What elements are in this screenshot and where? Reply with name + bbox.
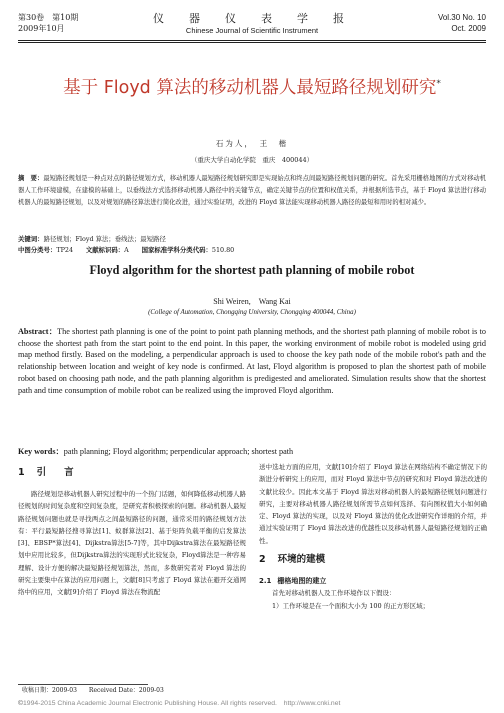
authors-en: Shi Weiren, Wang Kai	[213, 297, 291, 306]
copyright-text: 1994-2015 China Academic Journal Electronic Publishing House. All rights reserved. http://www.cnki.net	[23, 700, 341, 707]
body-column-left	[18, 461, 246, 599]
abstract-en-label: Abstract：	[18, 327, 58, 336]
section-title: 环境的建模	[277, 554, 326, 566]
clc-value: TP24	[56, 246, 74, 254]
section-heading-intro	[18, 466, 246, 480]
section-number: 1	[18, 467, 25, 478]
header-rule	[18, 40, 486, 41]
subject-code-value: 510.80	[211, 246, 235, 254]
classification-line	[18, 245, 486, 256]
keywords-cn-label: 关键词：	[18, 235, 44, 243]
doc-code-value: A	[124, 246, 129, 254]
paper-title-cn	[0, 74, 504, 99]
subsection-number: 2.1	[259, 577, 272, 586]
abstract-cn-text: 最短路径规划是一种点对点的路径规划方式，移动机器人最短路径规划研究即是实现始点和终点间最短路径规划问题的研究。首先采用栅格地图的方式对移动机器人工作环境建模，在建模的基础上，以垂线法方式选择移动机器人路径中的关键节点，确定关键节点的位置和权值关系，并根据所选节点，基于 Floyd 算法进行移动机器人的最短路径规划，以及对规划的路径算法进行简化改进，通过实验证明，改进的 Floyd 算法能实现移动机器人路径的最短和用时的相对减少。	[18, 175, 487, 206]
keywords-block-cn	[18, 234, 486, 256]
body-column-right	[259, 461, 487, 612]
keywords-en	[18, 446, 486, 457]
assumption-item-1: 1）工作环境是在一个面积大小为 100 的正方形区域；	[272, 601, 430, 610]
section-number: 2	[259, 554, 266, 566]
abstract-cn-label: 摘 要：	[18, 175, 44, 182]
intro-paragraph-continued: 送中选址方面的应用，文献[10]介绍了 Floyd 算法在网络结构不确定情况下的渐进分析研究上的应用，而对 Floyd 算法中节点的研究和对 Floyd 算法改进的文献比较少。因此本文基于 Floyd 算法对移动机器人的最短路径规划问题进行研究，主要对移动机器人路径规划所需节点如何选择、有向图权值大小如何确定、Floyd 算法的实现，以及对 Floyd 算法的优化改进研究作详细的介绍，并通过实验证明了 Floyd 算法改进的优越性以及移动机器人最短路径规划的正确性。	[259, 463, 487, 545]
date-en: Oct. 2009	[451, 24, 486, 33]
section-title: 引言	[36, 467, 92, 478]
abstract-en	[18, 326, 486, 396]
copyright-symbol: ©	[18, 700, 24, 707]
keywords-cn	[18, 234, 486, 245]
volume-en: Vol.30 No. 10	[437, 13, 486, 22]
keywords-en-text: path planning; Floyd algorithm; perpendicular approach; shortest path	[63, 447, 294, 456]
authors-cn: 石为人， 王 楷	[215, 139, 289, 148]
subsection-heading-grid-map	[259, 575, 487, 587]
abstract-en-text: The shortest path planning is one of the point to point path planning methods, and the shortest path planning of mobile robot is to choose the shortest path from the start point to the end point. In this paper, the working environment of mobile robot is modeled using grid map method firstly. Based on the modeling, a perpendicular approach is used to choose the key path node of the mobile robot's path and the relationship between location and weight of key node is confirmed. At last, Floyd algorithm is proposed to plan the shortest path of mobile robot based on choosing path node, and the path planning algorithm is predigested and ameliorated. Simulation results show that the shortest path and time consumption of mobile robot can be realized using the improved Floyd algorithm.	[18, 327, 487, 395]
affiliation-en: (College of Automation, Chongqing University, Chongqing 400044, China)	[148, 309, 356, 316]
journal-name-cn: 仪 器 仪 表 学 报	[153, 12, 351, 25]
date-cn: 2009年10月	[18, 24, 65, 33]
subject-code-label: 国家标准学科分类代码：	[141, 246, 212, 254]
section-heading-modeling	[259, 553, 487, 567]
affiliation-cn: （重庆大学自动化学院 重庆 400044）	[190, 156, 314, 164]
header-right	[438, 12, 486, 34]
footnote-received-date: 收稿日期：2009-03 Received Date：2009-03	[22, 687, 164, 694]
volume-cn: 第30卷 第10期	[18, 13, 79, 22]
keywords-cn-text: 路径规划；Floyd 算法；垂线法；最短路径	[43, 235, 166, 243]
footnote-rule	[18, 684, 148, 685]
paper-title-en: Floyd algorithm for the shortest path planning of mobile robot	[89, 263, 415, 277]
title-text: 基于 Floyd 算法的移动机器人最短路径规划研究	[63, 78, 437, 98]
intro-paragraph: 路径规划是移动机器人研究过程中的一个热门话题，如何降低移动机器人路径规划的时间复杂度和空间复杂度，是研究者积极探索的问题。移动机器人最短路径规划问题也就是寻找两点之间最短路径的问题，通常采用的路径规划方法有：平行最短路径搜寻算法[1]、蚁群算法[2]、基于矩阵负载平衡的启发算法[3]、EBSP*算法[4]、Dijkstra算法[5-7]等，其中Dijkstra算法在最短路径规划中应用比较多，但Dijkstra算法的实现形式比较复杂，Floyd算法是一种容易理解、设计方便的解决最短路径规划算法，然而，多数研究者对 Floyd 算法的研究主要集中在算法的应用问题上，文献[8]只考虑了 Floyd 算法在避开交通网络中的应用，文献[9]介绍了 Floyd 算法在物流配	[18, 490, 246, 597]
journal-name-en: Chinese Journal of Scientific Instrument	[185, 26, 319, 35]
grid-map-paragraph: 首先对移动机器人及工作环境作以下假设：	[272, 589, 396, 598]
journal-header	[18, 12, 486, 38]
clc-label: 中图分类号：	[18, 246, 57, 254]
copyright-watermark	[18, 697, 340, 707]
header-rule-thin	[18, 42, 486, 43]
abstract-cn	[18, 173, 486, 208]
header-center	[18, 12, 486, 36]
subsection-title: 栅格地图的建立	[277, 577, 327, 586]
keywords-en-label: Key words：	[18, 447, 64, 456]
doc-code-label: 文献标识码：	[85, 246, 125, 254]
title-footnote-mark: *	[436, 79, 441, 90]
